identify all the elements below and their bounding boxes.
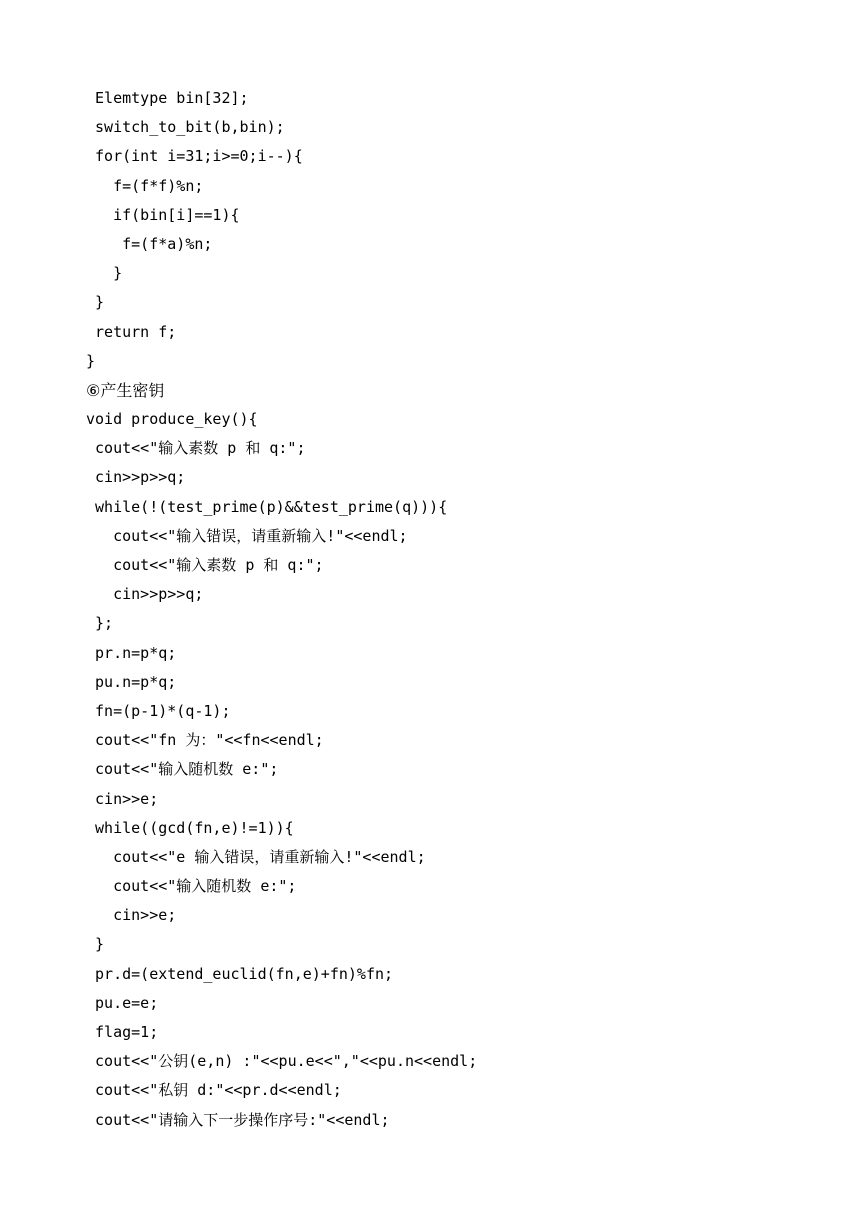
code-line: cout<<"输入错误，请重新输入!"<<endl; bbox=[86, 526, 408, 545]
code-line: f=(f*a)%n; bbox=[86, 234, 213, 253]
code-line: cin>>e; bbox=[86, 906, 177, 925]
code-line: cout<<"请输入下一步操作序号:"<<endl; bbox=[86, 1110, 390, 1129]
code-line: cin>>p>>q; bbox=[86, 585, 204, 604]
code-line: cin>>p>>q; bbox=[86, 468, 186, 487]
code-line: cout<<"e 输入错误，请重新输入!"<<endl; bbox=[86, 847, 426, 866]
code-line: cout<<"公钥(e,n) :"<<pu.e<<","<<pu.n<<endl; bbox=[86, 1052, 478, 1071]
code-line: } bbox=[86, 935, 105, 954]
code-line: cin>>e; bbox=[86, 789, 159, 808]
code-line: cout<<"输入素数 p 和 q:"; bbox=[86, 439, 306, 458]
code-line: pr.n=p*q; bbox=[86, 643, 177, 662]
code-line: f=(f*f)%n; bbox=[86, 176, 204, 195]
code-line: } bbox=[86, 264, 123, 283]
code-line: pu.n=p*q; bbox=[86, 672, 177, 691]
code-line: } bbox=[86, 351, 96, 370]
code-line: return f; bbox=[86, 322, 177, 341]
code-line: while(!(test_prime(p)&&test_prime(q))){ bbox=[86, 497, 448, 516]
code-line: if(bin[i]==1){ bbox=[86, 205, 240, 224]
code-line: cout<<"私钥 d:"<<pr.d<<endl; bbox=[86, 1081, 342, 1100]
code-line: cout<<"输入随机数 e:"; bbox=[86, 760, 279, 779]
code-line: for(int i=31;i>=0;i--){ bbox=[86, 147, 303, 166]
code-line: void produce_key(){ bbox=[86, 410, 258, 429]
code-line: cout<<"fn 为："<<fn<<endl; bbox=[86, 731, 324, 750]
code-listing bbox=[86, 84, 786, 1135]
code-line: pr.d=(extend_euclid(fn,e)+fn)%fn; bbox=[86, 964, 394, 983]
code-line: fn=(p-1)*(q-1); bbox=[86, 701, 231, 720]
code-line: }; bbox=[86, 614, 114, 633]
code-line: cout<<"输入随机数 e:"; bbox=[86, 877, 297, 896]
code-line: switch_to_bit(b,bin); bbox=[86, 118, 285, 137]
section-heading: ⑥产生密钥 bbox=[86, 380, 165, 400]
code-line: pu.e=e; bbox=[86, 993, 159, 1012]
code-line: while((gcd(fn,e)!=1)){ bbox=[86, 818, 294, 837]
code-line: flag=1; bbox=[86, 1023, 159, 1041]
code-line: Elemtype bin[32]; bbox=[86, 89, 249, 107]
code-line: cout<<"输入素数 p 和 q:"; bbox=[86, 556, 324, 574]
code-line: } bbox=[86, 293, 105, 312]
